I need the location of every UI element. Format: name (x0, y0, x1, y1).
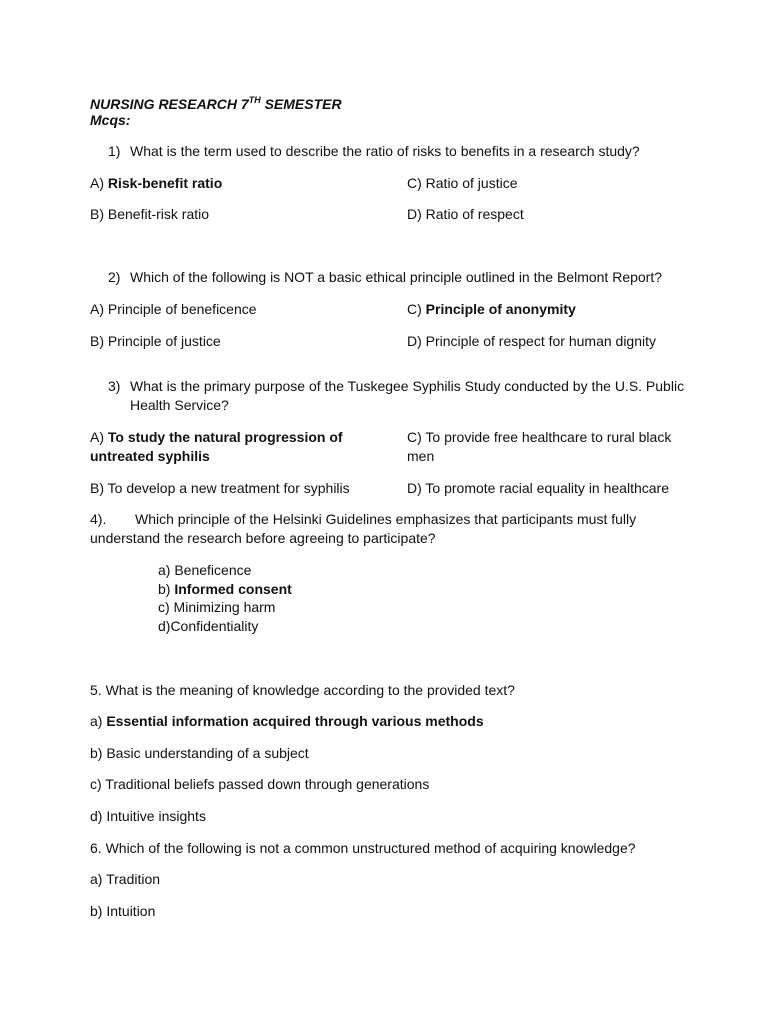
option-b: B) Benefit-risk ratio (90, 206, 210, 222)
option-b: B) Principle of justice (90, 333, 221, 349)
correct-answer: Principle of anonymity (425, 301, 576, 317)
option-b: b) Intuition (90, 903, 156, 919)
correct-answer: Informed consent (174, 581, 292, 597)
option-b: b) Basic understanding of a subject (90, 745, 309, 761)
question-text: 5. What is the meaning of knowledge according to the provided text? (90, 682, 515, 698)
option-c: C) To provide free healthcare to rural black (407, 429, 672, 445)
option-d: D) Ratio of respect (407, 206, 524, 222)
question-number: 1) (108, 143, 121, 159)
option-c-continued: men (407, 448, 435, 464)
question-text-line-1: Which principle of the Helsinki Guidelines emphasizes that participants must fully (135, 511, 637, 527)
option-a: a) Tradition (90, 871, 161, 887)
option-c: C) Principle of anonymity (407, 301, 576, 317)
option-d: D) Principle of respect for human dignity (407, 333, 656, 349)
option-c: c) Minimizing harm (158, 599, 276, 615)
option-a: A) Principle of beneficence (90, 301, 257, 317)
question-text-line-2: Health Service? (130, 397, 229, 413)
option-a: a) Essential information acquired through various methods (90, 713, 484, 729)
document-title: NURSING RESEARCH 7TH SEMESTER (90, 95, 342, 112)
question-number: 4). (90, 511, 107, 527)
option-a-continued: untreated syphilis (90, 448, 210, 464)
option-c: c) Traditional beliefs passed down through generations (90, 776, 430, 792)
question-text-line-1: What is the primary purpose of the Tuskegee Syphilis Study conducted by the U.S. Public (130, 378, 685, 394)
option-b: b) Informed consent (158, 581, 292, 597)
question-text-line-2: understand the research before agreeing to participate? (90, 530, 436, 546)
option-c: C) Ratio of justice (407, 175, 518, 191)
correct-answer: Risk-benefit ratio (107, 175, 223, 191)
correct-answer: To study the natural progression of (107, 429, 343, 445)
correct-answer: Essential information acquired through various methods (106, 713, 484, 729)
question-text: What is the term used to describe the ratio of risks to benefits in a research study? (130, 143, 640, 159)
question-number: 3) (108, 378, 121, 394)
question-text: Which of the following is NOT a basic ethical principle outlined in the Belmont Report? (130, 269, 663, 285)
option-a: A) Risk-benefit ratio (90, 175, 223, 191)
option-d: D) To promote racial equality in healthcare (407, 480, 669, 496)
option-b: B) To develop a new treatment for syphilis (90, 480, 350, 496)
section-label: Mcqs: (90, 112, 131, 128)
question-number: 2) (108, 269, 121, 285)
option-a: a) Beneficence (158, 562, 252, 578)
option-d: d)Confidentiality (158, 618, 259, 634)
option-d: d) Intuitive insights (90, 808, 206, 824)
option-a: A) To study the natural progression of (90, 429, 343, 445)
question-text: 6. Which of the following is not a common unstructured method of acquiring knowledge? (90, 840, 636, 856)
